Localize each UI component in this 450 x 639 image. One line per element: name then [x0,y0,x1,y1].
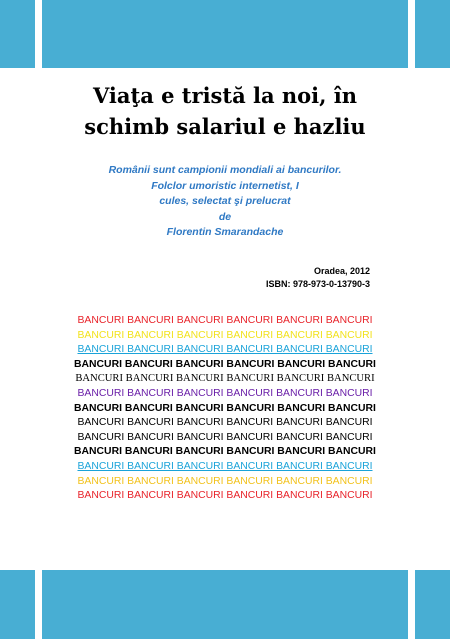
bottom-left-band [0,570,35,639]
bancuri-row-4: BANCURI BANCURI BANCURI BANCURI BANCURI BANCURI [74,358,376,370]
bancuri-row-6: BANCURI BANCURI BANCURI BANCURI BANCURI BANCURI [77,387,373,399]
bancuri-row-8: BANCURI BANCURI BANCURI BANCURI BANCURI BANCURI [77,417,373,429]
bancuri-row-9: BANCURI BANCURI BANCURI BANCURI BANCURI BANCURI [77,431,373,443]
bancuri-row-3: BANCURI BANCURI BANCURI BANCURI BANCURI BANCURI [77,344,373,356]
bancuri-list [70,314,380,504]
bancuri-row-5: BANCURI BANCURI BANCURI BANCURI BANCURI BANCURI [75,373,375,385]
subtitle-line-2: Folclor umoristic internetist, I [151,179,299,192]
book-title [50,80,400,142]
title-line-1: Viaţa e tristă la noi, în [93,83,357,108]
bottom-right-band [415,570,450,639]
subtitle-line-1: Românii sunt campionii mondiali ai bancurilor. [108,164,342,176]
bancuri-row-11: BANCURI BANCURI BANCURI BANCURI BANCURI BANCURI [77,460,373,472]
bancuri-row-2: BANCURI BANCURI BANCURI BANCURI BANCURI BANCURI [77,329,373,341]
subtitle-line-3: cules, selectat şi prelucrat [159,195,291,207]
bancuri-row-10: BANCURI BANCURI BANCURI BANCURI BANCURI BANCURI [74,446,376,458]
top-right-band [415,0,450,68]
isbn: ISBN: 978-973-0-13790-3 [265,279,370,289]
place-year: Oradea, 2012 [313,266,370,276]
subtitle-block [60,163,390,241]
publication-info [266,265,370,291]
title-line-2: schimb salariul e hazliu [84,114,366,139]
subtitle-line-4: de [218,210,232,223]
author-name: Florentin Smarandache [166,226,284,238]
bancuri-row-12: BANCURI BANCURI BANCURI BANCURI BANCURI BANCURI [77,475,373,487]
top-left-band [0,0,35,68]
bancuri-row-7: BANCURI BANCURI BANCURI BANCURI BANCURI BANCURI [74,402,376,414]
bancuri-row-13: BANCURI BANCURI BANCURI BANCURI BANCURI BANCURI [77,490,373,502]
bottom-center-band [42,570,408,639]
top-center-band [42,0,408,68]
bancuri-row-1: BANCURI BANCURI BANCURI BANCURI BANCURI BANCURI [77,315,373,326]
